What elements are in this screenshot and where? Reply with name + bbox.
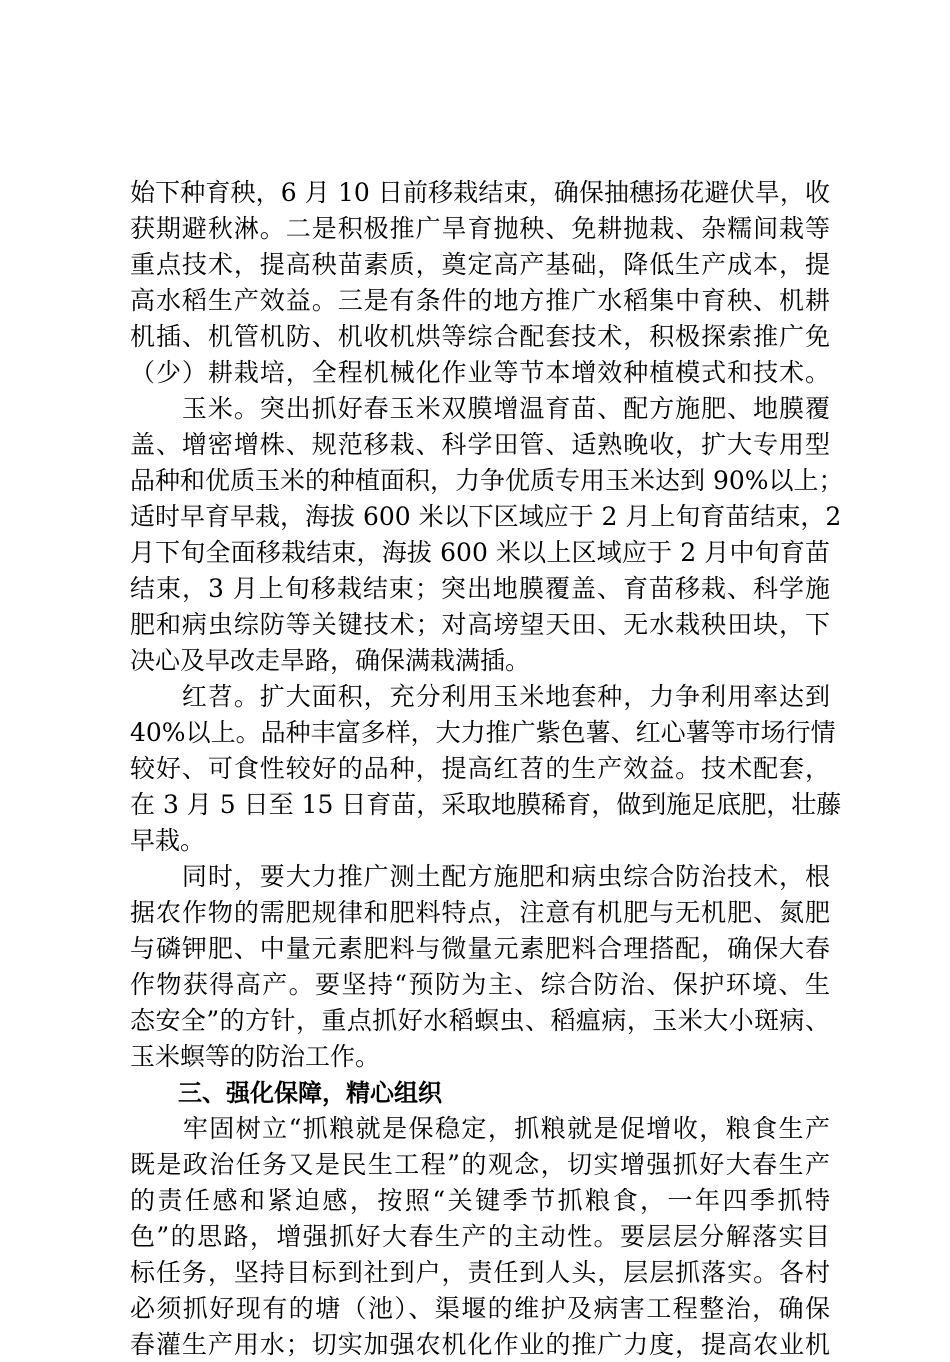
text-line: 既是政治任务又是民生工程”的观念，切实增强抓好大春生产 bbox=[130, 1150, 830, 1179]
text-line: 玉米。突出抓好春玉米双膜增温育苗、配方施肥、地膜覆 bbox=[130, 394, 830, 423]
text-line: 高水稻生产效益。三是有条件的地方推广水稻集中育秧、机耕 bbox=[130, 286, 830, 315]
text-line: 色”的思路，增强抓好大春生产的主动性。要层层分解落实目 bbox=[130, 1222, 830, 1251]
text-line: （少）耕栽培，全程机械化作业等节本增效种植模式和技术。 bbox=[130, 358, 830, 387]
text-line: 牢固树立“抓粮就是保稳定，抓粮就是促增收，粮食生产 bbox=[130, 1114, 830, 1143]
text-line: 春灌生产用水；切实加强农机化作业的推广力度，提高农业机 bbox=[130, 1330, 830, 1359]
text-line: 红苕。扩大面积，充分利用玉米地套种，力争利用率达到 bbox=[130, 682, 830, 711]
text-line: 品种和优质玉米的种植面积，力争优质专用玉米达到 90%以上； bbox=[130, 466, 844, 495]
text-line: 在 3 月 5 日至 15 日育苗，采取地膜稀育，做到施足底肥，壮藤 bbox=[130, 790, 842, 819]
text-line: 玉米螟等的防治工作。 bbox=[130, 1042, 381, 1071]
text-line: 标任务，坚持目标到社到户，责任到人头，层层抓落实。各村 bbox=[130, 1258, 830, 1287]
text-line: 较好、可食性较好的品种，提高红苕的生产效益。技术配套， bbox=[130, 754, 830, 783]
text-line: 始下种育秧，6 月 10 日前移栽结束，确保抽穗扬花避伏旱，收 bbox=[130, 178, 830, 207]
text-line: 决心及早改走旱路，确保满栽满插。 bbox=[130, 646, 531, 675]
text-line: 肥和病虫综防等关键技术；对高塝望天田、无水栽秧田块，下 bbox=[130, 610, 830, 639]
section-heading: 三、强化保障，精心组织 bbox=[130, 1079, 442, 1107]
text-line: 必须抓好现有的塘（池）、渠堰的维护及病害工程整治，确保 bbox=[130, 1294, 830, 1323]
text-line: 适时早育早栽，海拔 600 米以下区域应于 2 月上旬育苗结束，2 bbox=[130, 502, 842, 531]
text-line: 态安全”的方针，重点抓好水稻螟虫、稻瘟病，玉米大小斑病、 bbox=[130, 1006, 830, 1035]
text-line: 与磷钾肥、中量元素肥料与微量元素肥料合理搭配，确保大春 bbox=[130, 934, 830, 963]
text-line: 盖、增密增株、规范移栽、科学田管、适熟晚收，扩大专用型 bbox=[130, 430, 830, 459]
text-line: 40%以上。品种丰富多样，大力推广紫色薯、红心薯等市场行情 bbox=[130, 718, 836, 747]
text-line: 机插、机管机防、机收机烘等综合配套技术，积极探索推广免 bbox=[130, 322, 830, 351]
text-line: 同时，要大力推广测土配方施肥和病虫综合防治技术，根 bbox=[130, 862, 830, 891]
text-line: 结束，3 月上旬移栽结束；突出地膜覆盖、育苗移栽、科学施 bbox=[130, 574, 830, 603]
text-line: 月下旬全面移栽结束，海拔 600 米以上区域应于 2 月中旬育苗 bbox=[130, 538, 830, 567]
text-line: 据农作物的需肥规律和肥料特点，注意有机肥与无机肥、氮肥 bbox=[130, 898, 830, 927]
text-line: 的责任感和紧迫感，按照“关键季节抓粮食，一年四季抓特 bbox=[130, 1186, 830, 1215]
text-line: 重点技术，提高秧苗素质，奠定高产基础，降低生产成本，提 bbox=[130, 250, 830, 279]
text-line: 作物获得高产。要坚持“预防为主、综合防治、保护环境、生 bbox=[130, 970, 830, 999]
text-line: 获期避秋淋。二是积极推广旱育抛秧、免耕抛栽、杂糯间栽等 bbox=[130, 214, 830, 243]
text-line: 早栽。 bbox=[130, 826, 206, 855]
